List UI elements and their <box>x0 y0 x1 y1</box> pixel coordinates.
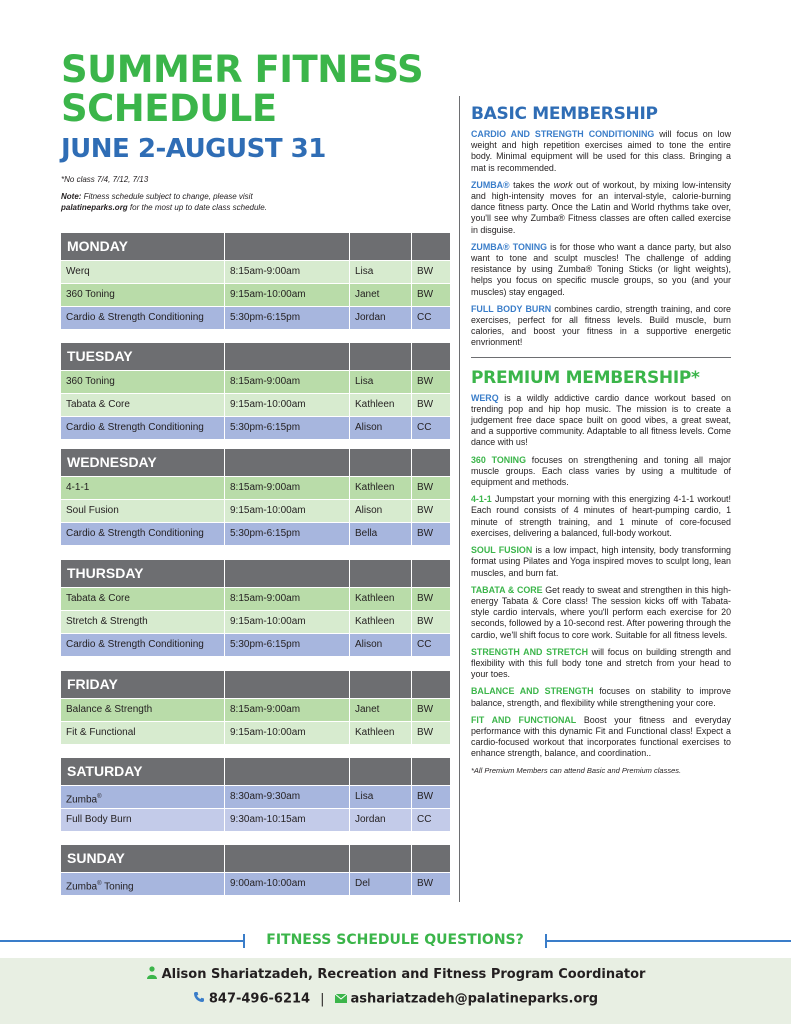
premium-desc-werq: WERQ is a wildly addictive cardio dance workout based on trending pop and hip hop music. The mission is to create a judgement free dace space built on good vibes, a great sweat, and a supportive community. Adaptable to all fitness levels. Come dance with us! <box>471 392 731 448</box>
class-type: BW <box>412 611 450 633</box>
footer-rule-left <box>0 940 244 942</box>
table-row <box>61 721 450 744</box>
note-site-link[interactable]: palatineparks.org <box>61 203 128 212</box>
no-class-dates: *No class 7/4, 7/12, 7/13 <box>61 175 149 184</box>
class-time: 5:30pm-6:15pm <box>225 634 350 656</box>
class-name: Full Body Burn <box>61 809 225 831</box>
section-divider <box>471 357 731 358</box>
table-row <box>61 587 450 610</box>
date-range: JUNE 2-AUGUST 31 <box>61 134 326 164</box>
instructor: Janet <box>350 284 412 306</box>
table-row <box>61 306 450 329</box>
contact-details-line <box>0 991 791 1007</box>
table-row <box>61 283 450 306</box>
title-line-1: SUMMER FITNESS <box>61 48 424 91</box>
day-header <box>61 758 450 785</box>
day-name: SATURDAY <box>61 758 225 785</box>
day-name: MONDAY <box>61 233 225 260</box>
day-header <box>61 671 450 698</box>
schedule-thursday <box>61 560 450 656</box>
instructor: Lisa <box>350 786 412 808</box>
class-time: 9:15am-10:00am <box>225 394 350 416</box>
premium-desc-fit-functional: FIT AND FUNCTIONAL Boost your fitness and everyday performance with this dynamic Fit and Functional class! Expect a cardio-focused workout that incorporates functional exercises to enhance strength, balance, and coordination.. <box>471 714 731 759</box>
class-time: 8:15am-9:00am <box>225 588 350 610</box>
day-header <box>61 560 450 587</box>
class-time: 9:15am-10:00am <box>225 284 350 306</box>
table-row <box>61 610 450 633</box>
class-time: 9:30am-10:15am <box>225 809 350 831</box>
instructor: Kathleen <box>350 722 412 744</box>
class-type: BW <box>412 523 450 545</box>
class-time: 8:15am-9:00am <box>225 699 350 721</box>
instructor: Alison <box>350 417 412 439</box>
schedule-wednesday <box>61 449 450 545</box>
day-header <box>61 233 450 260</box>
schedule-sunday <box>61 845 450 895</box>
class-type: BW <box>412 394 450 416</box>
instructor: Alison <box>350 500 412 522</box>
instructor: Jordan <box>350 809 412 831</box>
class-name: Tabata & Core <box>61 588 225 610</box>
instructor: Kathleen <box>350 477 412 499</box>
instructor: Jordan <box>350 307 412 329</box>
day-name: SUNDAY <box>61 845 225 872</box>
schedule-friday <box>61 671 450 744</box>
premium-desc-411: 4-1-1 Jumpstart your morning with this energizing 4-1-1 workout! Each round consists of 4 minutes of heart-pumping cardio, 1 minute of strength training, and 1 minute of core-focused exercises, delivering a balanced, full-body workout. <box>471 494 731 538</box>
class-type: BW <box>412 261 450 283</box>
instructor: Kathleen <box>350 611 412 633</box>
email-address[interactable]: ashariatzadeh@palatineparks.org <box>350 991 599 1007</box>
class-name: 4-1-1 <box>61 477 225 499</box>
schedule-tuesday <box>61 343 450 439</box>
class-name: Cardio & Strength Conditioning <box>61 307 225 329</box>
class-time: 8:15am-9:00am <box>225 477 350 499</box>
table-row <box>61 698 450 721</box>
table-row <box>61 785 450 808</box>
class-name: 360 Toning <box>61 371 225 393</box>
premium-desc-balance: BALANCE AND STRENGTH focuses on stability to improve balance, strength, and flexibility while strengthening your core. <box>471 686 731 708</box>
class-time: 8:30am-9:30am <box>225 786 350 808</box>
class-name: Cardio & Strength Conditioning <box>61 634 225 656</box>
questions-heading: FITNESS SCHEDULE QUESTIONS? <box>266 932 524 948</box>
table-row <box>61 522 450 545</box>
class-type: CC <box>412 634 450 656</box>
class-type: BW <box>412 477 450 499</box>
contact-name-line <box>0 966 791 983</box>
title-line-2: SCHEDULE <box>61 87 277 130</box>
person-icon <box>146 966 158 983</box>
day-header <box>61 845 450 872</box>
day-header <box>61 449 450 476</box>
table-row <box>61 476 450 499</box>
table-row <box>61 416 450 439</box>
table-row <box>61 370 450 393</box>
class-name: Zumba® <box>61 786 225 808</box>
instructor: Kathleen <box>350 394 412 416</box>
class-type: BW <box>412 699 450 721</box>
table-row <box>61 393 450 416</box>
note-label: Note: <box>61 192 82 201</box>
basic-desc-cardio: CARDIO AND STRENGTH CONDITIONING will focus on low weight and high repetition exercises aimed to tone the entire body. Minimal equipment will be used for this class. Bringing a mat is recommended. <box>471 129 731 173</box>
day-name: THURSDAY <box>61 560 225 587</box>
coordinator-name: Alison Shariatzadeh, Recreation and Fitness Program Coordinator <box>161 967 646 982</box>
schedule-note <box>61 191 311 213</box>
schedule-saturday <box>61 758 450 831</box>
class-time: 5:30pm-6:15pm <box>225 307 350 329</box>
class-type: BW <box>412 722 450 744</box>
note-text: Fitness schedule subject to change, please visit <box>81 192 253 201</box>
basic-desc-zumba: ZUMBA® takes the work out of workout, by mixing low-intensity and high-intensity moves for an interval-style, calorie-burning dance fitness party. Once the Latin and World rhythms take over, you'll see why Zumba® Fitness classes are often called exercise in disguise. <box>471 179 731 235</box>
day-name: FRIDAY <box>61 671 225 698</box>
table-row <box>61 872 450 895</box>
class-name: Cardio & Strength Conditioning <box>61 417 225 439</box>
class-name: Balance & Strength <box>61 699 225 721</box>
premium-desc-tabata: TABATA & CORE Get ready to sweat and strengthen in this high-energy Tabata & Core class! The session kicks off with Tabata-style cardio intervals, where you'll perform each exercise for 20 seconds, followed by a 10-second rest. After powering through the cardio, we'll shift focus to core work. Suitable for all fitness levels. <box>471 584 732 640</box>
day-name: TUESDAY <box>61 343 225 370</box>
day-header <box>61 343 450 370</box>
table-row <box>61 499 450 522</box>
phone-number[interactable]: 847-496-6214 <box>208 991 311 1007</box>
instructor: Janet <box>350 699 412 721</box>
class-type: BW <box>412 786 450 808</box>
class-name: Soul Fusion <box>61 500 225 522</box>
class-type: BW <box>412 873 450 895</box>
premium-desc-360: 360 TONING focuses on strengthening and toning all major muscle groups. Each class varies by using a multitude of equipment and methods. <box>471 454 732 488</box>
phone-icon <box>193 991 205 1007</box>
class-time: 9:15am-10:00am <box>225 500 350 522</box>
membership-descriptions <box>459 96 731 775</box>
class-time: 9:15am-10:00am <box>225 611 350 633</box>
instructor: Bella <box>350 523 412 545</box>
premium-membership-title: PREMIUM MEMBERSHIP* <box>471 367 700 388</box>
class-type: BW <box>412 588 450 610</box>
schedule-monday <box>61 233 450 329</box>
class-time: 5:30pm-6:15pm <box>225 523 350 545</box>
instructor: Del <box>350 873 412 895</box>
class-type: CC <box>412 809 450 831</box>
class-type: BW <box>412 500 450 522</box>
class-name: 360 Toning <box>61 284 225 306</box>
class-time: 9:15am-10:00am <box>225 722 350 744</box>
basic-desc-zumba-toning: ZUMBA® TONING is for those who want a dance party, but also want to tone and sculpt muscles! The challenge of adding resistance by using Zumba® Toning Sticks (or light weights), helps you focus on specific muscle groups, so you (and your muscles) stay engaged. <box>471 241 732 297</box>
class-name: Cardio & Strength Conditioning <box>61 523 225 545</box>
day-name: WEDNESDAY <box>61 449 225 476</box>
class-time: 8:15am-9:00am <box>225 261 350 283</box>
basic-membership-title: BASIC MEMBERSHIP <box>471 104 658 124</box>
table-row <box>61 633 450 656</box>
footer-rule-right <box>545 940 791 942</box>
class-type: CC <box>412 307 450 329</box>
table-row <box>61 260 450 283</box>
instructor: Lisa <box>350 261 412 283</box>
email-icon <box>335 992 347 1007</box>
class-name: Zumba® Toning <box>61 873 225 895</box>
instructor: Alison <box>350 634 412 656</box>
premium-desc-soul-fusion: SOUL FUSION is a low impact, high intensity, body transforming format using Pilates and Yoga inspired moves to sculpt long, lean muscles, and burn fat. <box>471 545 731 578</box>
class-time: 9:00am-10:00am <box>225 873 350 895</box>
class-type: CC <box>412 417 450 439</box>
table-row <box>61 808 450 831</box>
page-title <box>61 50 423 128</box>
instructor: Kathleen <box>350 588 412 610</box>
class-name: Werq <box>61 261 225 283</box>
class-name: Fit & Functional <box>61 722 225 744</box>
premium-desc-strength-stretch: STRENGTH AND STRETCH will focus on building strength and flexibility with this full body tone and stretch from your head to your toes. <box>471 646 731 680</box>
class-type: BW <box>412 284 450 306</box>
basic-desc-full-body-burn: FULL BODY BURN combines cardio, strength training, and core exercises, perfect for all fitness levels. Build muscle, burn calories, and boost your fitness in a supportive energetic envrionment! <box>471 303 731 348</box>
note-tail: for the most up to date class schedule. <box>127 203 267 212</box>
premium-footnote: *All Premium Members can attend Basic and Premium classes. <box>471 765 682 775</box>
instructor: Lisa <box>350 371 412 393</box>
class-type: BW <box>412 371 450 393</box>
contact-separator: | <box>320 991 325 1007</box>
class-time: 5:30pm-6:15pm <box>225 417 350 439</box>
footer-rule-tick-right <box>545 934 547 948</box>
class-name: Tabata & Core <box>61 394 225 416</box>
class-name: Stretch & Strength <box>61 611 225 633</box>
class-time: 8:15am-9:00am <box>225 371 350 393</box>
